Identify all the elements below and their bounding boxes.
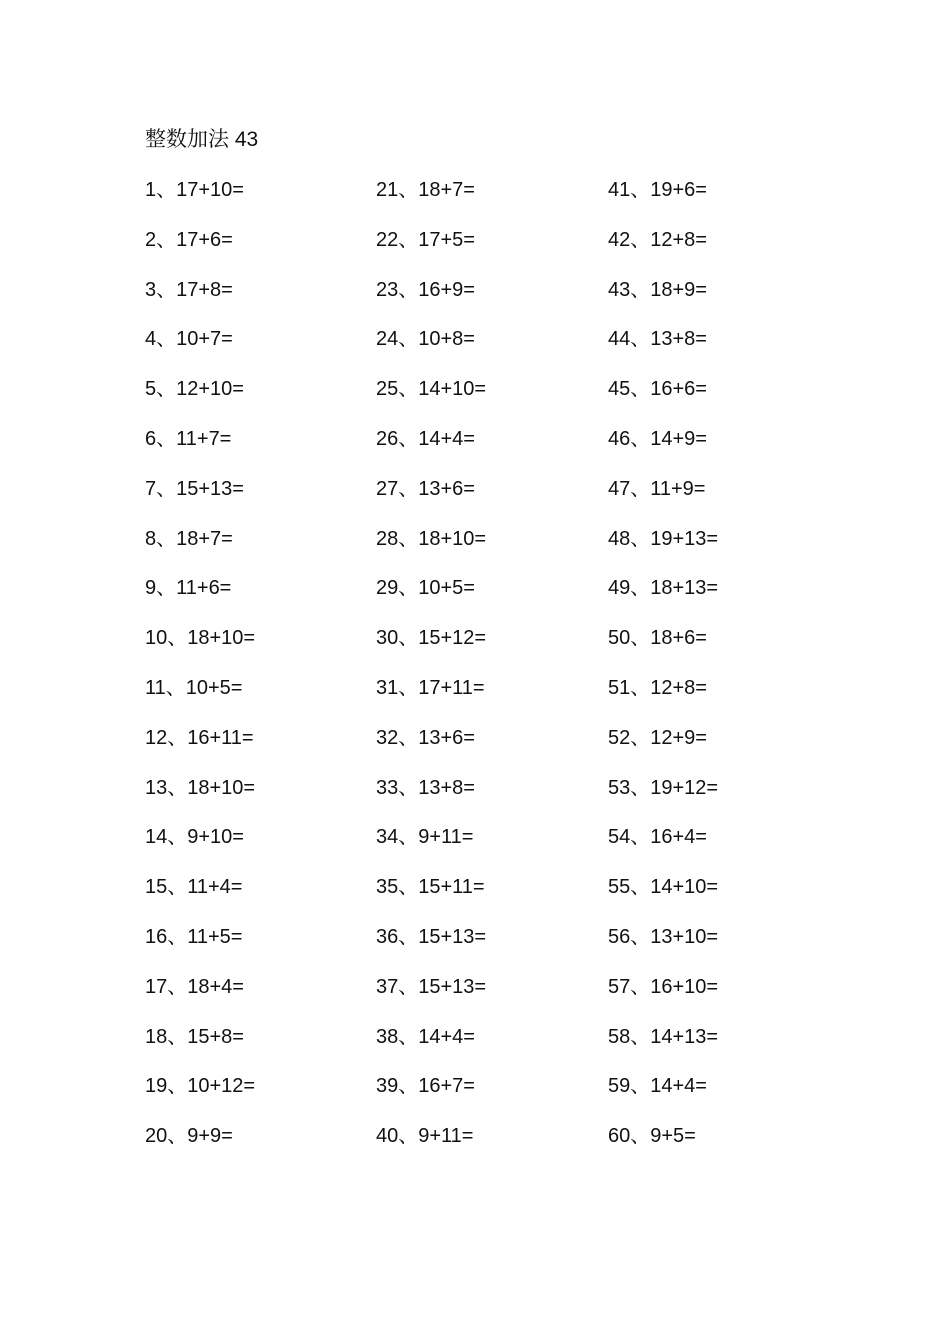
problem-item: 39、16+7= <box>376 1075 475 1098</box>
problem-item: 51、12+8= <box>608 676 707 699</box>
problem-item: 33、13+8= <box>376 776 475 799</box>
problem-item: 47、11+9= <box>608 477 706 500</box>
problem-item: 55、14+10= <box>608 876 719 899</box>
problem-item: 23、16+9= <box>376 278 475 301</box>
problem-item: 18、15+8= <box>145 1025 244 1048</box>
problem-item: 19、10+12= <box>145 1075 256 1098</box>
problem-item: 59、14+4= <box>608 1075 707 1098</box>
problem-item: 52、12+9= <box>608 726 707 749</box>
problem-item: 45、16+6= <box>608 378 707 401</box>
problem-item: 30、15+12= <box>376 627 487 650</box>
problem-item: 48、19+13= <box>608 527 719 550</box>
problem-item: 46、14+9= <box>608 427 707 450</box>
problem-item: 28、18+10= <box>376 527 487 550</box>
problem-item: 3、17+8= <box>145 278 233 301</box>
problem-item: 8、18+7= <box>145 527 233 550</box>
problem-item: 5、12+10= <box>145 378 244 401</box>
problem-item: 41、19+6= <box>608 179 707 201</box>
problem-item: 36、15+13= <box>376 925 487 948</box>
problem-item: 50、18+6= <box>608 627 707 650</box>
problem-item: 60、9+5= <box>608 1125 696 1148</box>
problem-item: 31、17+11= <box>376 676 485 699</box>
problem-item: 40、9+11= <box>376 1125 474 1148</box>
problem-item: 34、9+11= <box>376 826 474 849</box>
problem-item: 17、18+4= <box>145 975 244 998</box>
problem-item: 7、15+13= <box>145 477 244 500</box>
problem-item: 37、15+13= <box>376 975 487 998</box>
problem-column-3 <box>608 176 828 1172</box>
problem-item: 58、14+13= <box>608 1025 719 1048</box>
problem-item: 15、11+4= <box>145 876 243 899</box>
problem-item: 56、13+10= <box>608 925 719 948</box>
problem-item: 10、18+10= <box>145 627 256 650</box>
problem-item: 12、16+11= <box>145 726 254 749</box>
problem-item: 1、17+10= <box>145 179 244 201</box>
problem-item: 2、17+6= <box>145 228 233 251</box>
problem-item: 25、14+10= <box>376 378 487 401</box>
problem-item: 27、13+6= <box>376 477 475 500</box>
problem-item: 21、18+7= <box>376 179 475 201</box>
problem-item: 29、10+5= <box>376 577 475 600</box>
problem-item: 13、18+10= <box>145 776 256 799</box>
problem-item: 20、9+9= <box>145 1125 233 1148</box>
problem-item: 26、14+4= <box>376 427 475 450</box>
page-title: 整数加法 43 <box>145 128 259 151</box>
problem-column-2 <box>376 176 596 1172</box>
problem-item: 4、10+7= <box>145 328 233 351</box>
problem-item: 24、10+8= <box>376 328 475 351</box>
problem-item: 57、16+10= <box>608 975 719 998</box>
problem-item: 16、11+5= <box>145 925 243 948</box>
problem-item: 22、17+5= <box>376 228 475 251</box>
problem-item: 14、9+10= <box>145 826 244 849</box>
problem-item: 6、11+7= <box>145 427 232 450</box>
problem-item: 11、10+5= <box>145 676 243 699</box>
problem-item: 53、19+12= <box>608 776 719 799</box>
problem-item: 9、11+6= <box>145 577 232 600</box>
problem-item: 49、18+13= <box>608 577 719 600</box>
problem-item: 43、18+9= <box>608 278 707 301</box>
problem-item: 42、12+8= <box>608 228 707 251</box>
problem-item: 35、15+11= <box>376 876 485 899</box>
problem-item: 38、14+4= <box>376 1025 475 1048</box>
problem-column-1 <box>145 176 365 1172</box>
problem-item: 44、13+8= <box>608 328 707 351</box>
problem-item: 54、16+4= <box>608 826 707 849</box>
problem-item: 32、13+6= <box>376 726 475 749</box>
